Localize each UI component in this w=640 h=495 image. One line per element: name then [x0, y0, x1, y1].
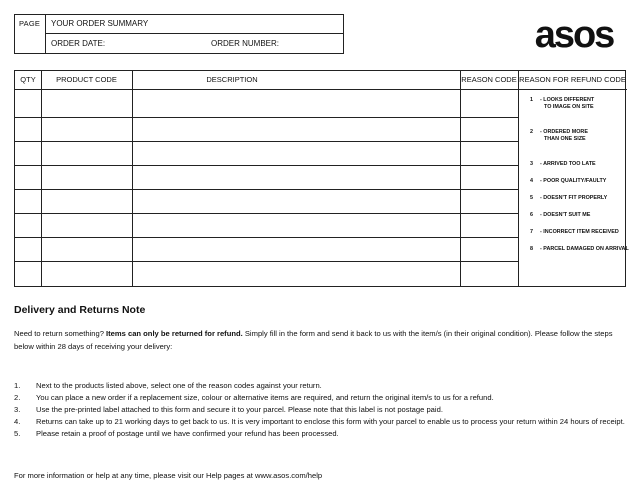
order-number-label: ORDER NUMBER:: [211, 39, 280, 48]
page-label: PAGE: [19, 19, 41, 28]
column-divider: [132, 71, 133, 286]
col-header-product-code: PRODUCT CODE: [56, 75, 117, 84]
reason-code-list: [530, 97, 629, 263]
step-item: 1. Next to the products listed above, select one of the reason codes against your return.: [14, 381, 322, 390]
asos-logo: [525, 19, 623, 53]
note-title: Delivery and Returns Note: [14, 304, 146, 316]
col-header-reason-code: REASON CODE: [461, 75, 517, 84]
summary-title: YOUR ORDER SUMMARY: [51, 19, 149, 28]
reason-code-item: 7 - INCORRECT ITEM RECEIVED: [530, 229, 619, 235]
reason-code-item: 1 - LOOKS DIFFERENT TO IMAGE ON SITE: [530, 97, 595, 110]
step-item: 2. You can place a new order if a replacement size, colour or alternative items are required, and return the original item/s to us for a refund.: [14, 393, 494, 402]
return-steps: [14, 380, 626, 440]
returns-table: [14, 70, 629, 287]
table-row-line: [15, 261, 518, 262]
table-row-line: [15, 89, 627, 90]
table-row-line: [15, 237, 518, 238]
reason-code-item: 3 - ARRIVED TOO LATE: [530, 161, 596, 167]
order-date-label: ORDER DATE:: [51, 39, 106, 48]
column-divider: [41, 71, 42, 286]
col-header-description: DESCRIPTION: [206, 75, 258, 84]
column-divider: [518, 71, 519, 286]
step-item: 5. Please retain a proof of postage until we have confirmed your refund has been processed.: [14, 429, 339, 438]
order-summary-header: [14, 14, 344, 54]
table-row-line: [15, 117, 518, 118]
refund-emphasis: Items can only be returned for refund.: [106, 329, 243, 338]
table-row-line: [15, 189, 518, 190]
reason-code-item: 4 - POOR QUALITY/FAULTY: [530, 178, 607, 184]
table-row-line: [15, 141, 518, 142]
logo-text: asos: [534, 19, 614, 53]
col-header-qty: QTY: [20, 75, 36, 84]
col-header-reason-for-refund: REASON FOR REFUND CODE: [519, 75, 626, 84]
help-text: For more information or help at any time, please visit our Help pages at www.asos.com/help: [14, 471, 323, 480]
reason-code-item: 5 - DOESN'T FIT PROPERLY: [530, 195, 608, 201]
step-item: 4. Returns can take up to 21 working days to get back to us. It is very important to enclose this form with your parcel to enable us to process your return within 24 hours of receipt.: [14, 417, 625, 426]
reason-code-item: 8 - PARCEL DAMAGED ON ARRIVAL: [530, 246, 629, 252]
note-intro: Need to return something? Items can only be returned for refund. Simply fill in the form and send it back to us with the item/s (in their original condition). Please follow the steps below within 28 days of receiving your delivery:: [14, 329, 613, 351]
step-item: 3. Use the pre-printed label attached to this form and secure it to your parcel. Please note that this label is not postage paid.: [14, 405, 443, 414]
reason-code-item: 6 - DOESN'T SUIT ME: [530, 212, 591, 218]
table-row-line: [15, 213, 518, 214]
column-divider: [460, 71, 461, 286]
reason-code-item: 2 - ORDERED MORE THAN ONE SIZE: [530, 129, 588, 142]
table-row-line: [15, 165, 518, 166]
header-divider: [45, 33, 343, 34]
header-divider: [45, 15, 46, 53]
